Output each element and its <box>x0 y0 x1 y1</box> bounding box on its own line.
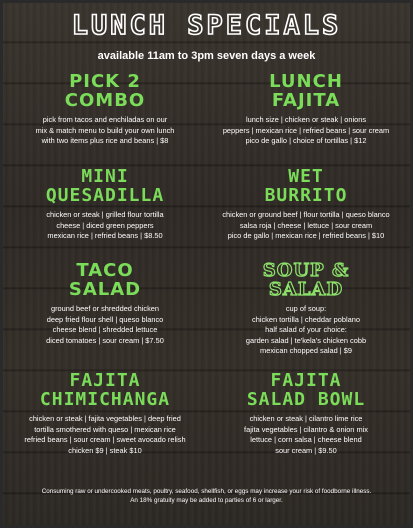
item-name-line: SALAD <box>68 279 142 300</box>
item-description <box>5 210 205 242</box>
menu-item-pick-2-combo <box>5 72 205 147</box>
item-name-line: WET <box>288 166 324 187</box>
item-desc-line: tortilla smothered with queso | mexican rice <box>34 424 176 434</box>
item-name-line: SALAD <box>268 279 344 300</box>
item-desc-line: sour cream | $9.50 <box>275 445 337 455</box>
item-description <box>206 414 406 456</box>
item-desc-line: diced tomatoes | sour cream | $7.50 <box>46 335 164 345</box>
item-desc-line: chicken or steak | fajita vegetables | deep fried <box>29 414 181 423</box>
item-desc-line: half salad of your choice: <box>265 325 347 334</box>
item-name-line: FAJITA <box>270 370 342 391</box>
item-description <box>206 210 406 242</box>
item-name <box>206 371 406 409</box>
item-name-line: SALAD BOWL <box>246 389 366 410</box>
item-desc-line: pico de gallo | choice of tortillas | $12 <box>245 136 367 145</box>
item-name-line: LUNCH <box>269 71 343 92</box>
item-name-line: PICK 2 <box>69 71 141 92</box>
menu-title: LUNCH SPECIALS <box>71 10 342 41</box>
menu-item-fajita-chimichanga <box>5 371 205 456</box>
item-desc-line: mexican chopped salad | $9 <box>260 346 352 355</box>
menu-item-soup-and-salad <box>206 261 406 357</box>
item-name <box>206 72 406 110</box>
item-name-line: CHIMICHANGA <box>39 389 171 410</box>
item-desc-line: cup of soup: <box>285 304 327 313</box>
menu-item-mini-quesadilla <box>5 167 205 242</box>
item-desc-line: peppers | mexican rice | refried beans | sour cream <box>222 125 390 135</box>
item-name-line: FAJITA <box>69 370 141 391</box>
item-name-line: SOUP & <box>262 260 350 281</box>
item-desc-line: salsa roja | cheese | lettuce | sour cream <box>239 220 373 230</box>
item-name-line: MINI <box>81 166 129 187</box>
menu-item-wet-burrito <box>206 167 406 242</box>
item-name-line: QUESADILLA <box>45 185 165 206</box>
item-desc-line: chicken $9 | steak $10 <box>68 445 142 455</box>
item-name <box>206 167 406 205</box>
item-desc-line: refried beans | sour cream | sweet avocado relish <box>24 435 186 444</box>
item-name <box>5 167 205 205</box>
item-description <box>5 304 205 346</box>
item-desc-line: garden salad | te'kela's chicken cobb <box>245 335 367 345</box>
item-name <box>5 72 205 110</box>
item-desc-line: pick from tacos and enchiladas on our <box>42 115 168 124</box>
menu-item-taco-salad <box>5 261 205 346</box>
item-name <box>5 371 205 409</box>
item-description <box>206 115 406 147</box>
item-desc-line: chicken tortilla | cheddar poblano <box>252 314 360 324</box>
item-desc-line: mexican rice | refried beans | $8.50 <box>47 231 163 240</box>
menu-item-lunch-fajita <box>206 72 406 147</box>
item-desc-line: lettuce | corn salsa | cheese blend <box>250 435 362 444</box>
item-desc-line: chicken or steak | grilled flour tortilla <box>46 210 164 219</box>
item-desc-line: chicken or steak | cilantro lime rice <box>249 414 363 423</box>
item-desc-line: cheese blend | shredded lettuce <box>52 325 158 334</box>
item-desc-line: mix & match menu to build your own lunch <box>35 125 175 135</box>
menu-footer-disclaimer <box>3 487 410 505</box>
menu-board <box>3 3 410 525</box>
item-desc-line: fajita vegetables | cilantro & onion mix <box>244 424 368 434</box>
item-name-line: BURRITO <box>264 185 348 206</box>
item-description <box>5 414 205 456</box>
item-name-line: COMBO <box>64 90 146 111</box>
item-name-line: FAJITA <box>271 90 341 111</box>
item-desc-line: cheese | diced green peppers <box>56 220 154 230</box>
item-desc-line: with two items plus rice and beans | $8 <box>41 136 169 145</box>
item-description <box>206 304 406 357</box>
menu-subtitle: available 11am to 3pm seven days a week <box>97 50 316 62</box>
item-name-line: TACO <box>76 260 134 281</box>
item-desc-line: ground beef or shredded chicken <box>50 304 160 313</box>
item-desc-line: deep fried flour shell | queso blanco <box>46 314 164 324</box>
item-desc-line: chicken or ground beef | flour tortilla | queso blanco <box>222 210 390 219</box>
item-desc-line: lunch size | chicken or steak | onions <box>245 115 367 124</box>
item-name <box>5 261 205 299</box>
footer-line: Consuming raw or undercooked meats, poultry, seafood, shellfish, or eggs may increase your risk of foodborne illness. <box>41 488 372 495</box>
item-desc-line: pico de gallo | mexican rice | refried beans | $10 <box>227 231 385 240</box>
item-description <box>5 115 205 147</box>
menu-item-fajita-salad-bowl <box>206 371 406 456</box>
item-name <box>206 261 406 299</box>
footer-line: An 18% gratuity may be added to parties of 6 or larger. <box>130 497 283 504</box>
